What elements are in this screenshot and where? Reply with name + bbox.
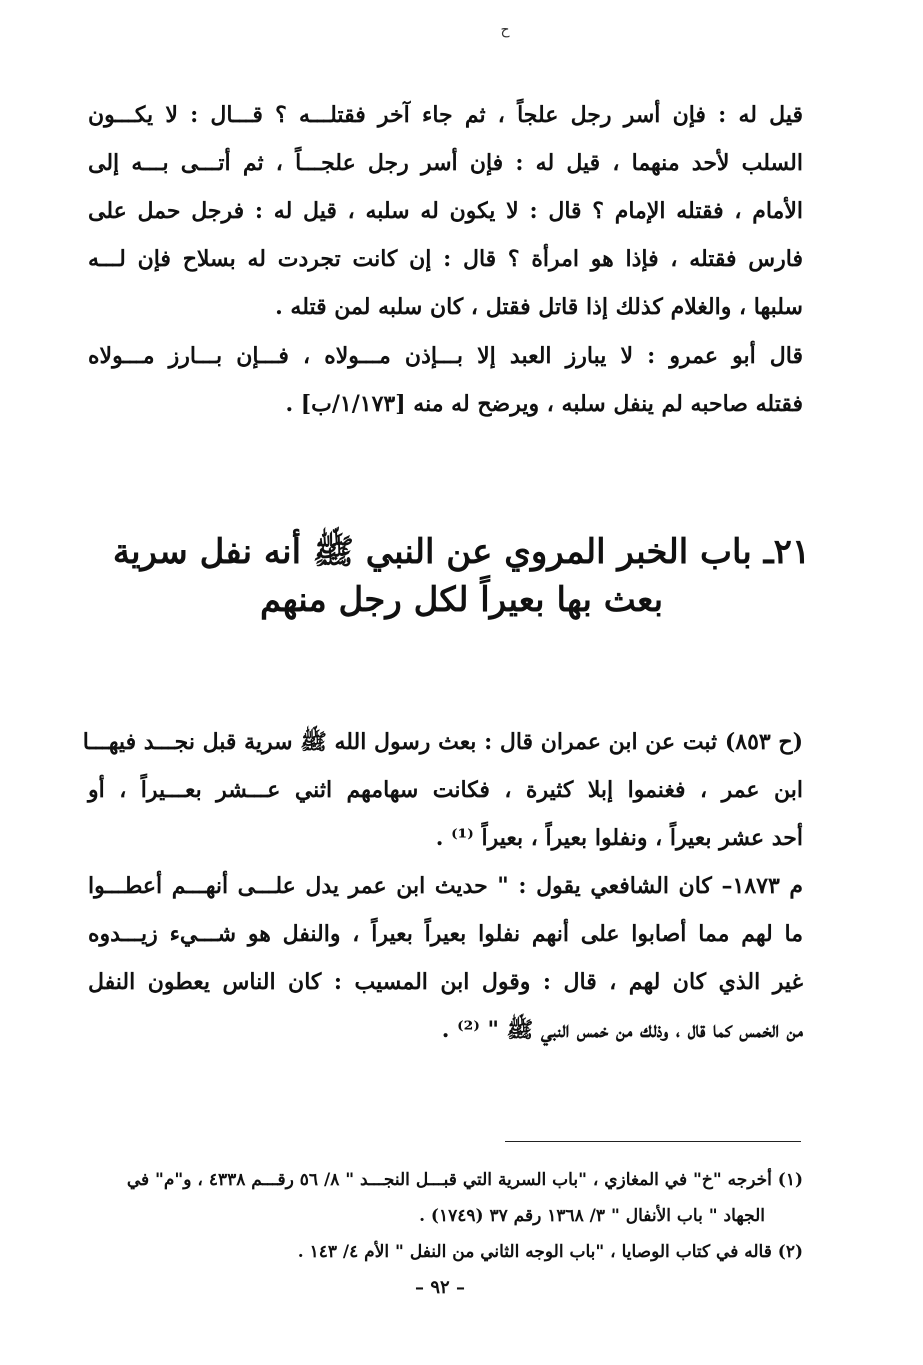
paragraph-line: (ح ٨٥٣) ثبت عن ابن عمران قال : بعث رسول الله ﷺ سرية قبل نجـــد فيهـــا <box>82 729 803 755</box>
footnote-line: (١) أخرجه "خ" في المغازي ، "باب السرية التي قبـــل النجـــد " ٨/ ٥٦ رقـــم ٤٣٣٨ ، و"م" في <box>126 1170 803 1190</box>
paragraph-line: ابن عمر ، فغنموا إبلا كثيرة ، فكانت سهامهم اثني عـــشر بعـــيراً ، أو <box>88 777 803 803</box>
paragraph-line: من الخمس كما قال ، وذلك من خمس النبي ﷺ " ⁽²⁾ . <box>441 1017 803 1043</box>
chapter-heading-line-1: ٢١ـ باب الخبر المروي عن النبي ﷺ أنه نفل سرية <box>112 532 811 572</box>
paragraph-line: م ١٨٧٣– كان الشافعي يقول : " حديث ابن عمر يدل علـــى أنهـــم أعطـــوا <box>88 873 803 899</box>
paragraph-line: غير الذي كان لهم ، قال : وقول ابن المسيب : كان الناس يعطون النفل <box>88 969 803 995</box>
paragraph-line: فارس فقتله ، فإذا هو امرأة ؟ قال : إن كانت تجردت له بسلاح فإن لـــه <box>88 246 803 272</box>
paragraph-line: سلبها ، والغلام كذلك إذا قاتل فقتل ، كان سلبه لمن قتله . <box>275 294 803 320</box>
footnote-separator <box>505 1141 801 1142</box>
chapter-heading <box>0 528 923 624</box>
paragraph-line: قيل له : فإن أسر رجل علجاً ، ثم جاء آخر فقتلـــه ؟ قـــال : لا يكـــون <box>88 102 803 128</box>
paragraph-line: السلب لأحد منهما ، قيل له : فإن أسر رجل علجـــاً ، ثم أتـــى بـــه إلى <box>88 150 803 176</box>
paragraph-line: ما لهم مما أصابوا على أنهم نفلوا بعيراً بعيراً ، والنفل هو شـــيء زيـــدوه <box>88 921 803 947</box>
paragraph-line: أحد عشر بعيراً ، ونفلوا بعيراً ، بعيراً ⁽¹⁾ . <box>435 825 803 851</box>
page-number: – ٩٢ – <box>415 1277 465 1298</box>
paragraph-line: فقتله صاحبه لم ينفل سلبه ، ويرضح له منه [١/١٧٣/ب] . <box>285 391 803 417</box>
paragraph-line: قال أبو عمرو : لا يبارز العبد إلا بـــإذن مـــولاه ، فـــإن بـــارز مـــولاه <box>88 343 803 369</box>
footnotes <box>103 1162 803 1270</box>
top-mark: ح <box>500 22 510 38</box>
chapter-heading-line-2: بعث بها بعيراً لكل رجل منهم <box>259 580 664 620</box>
paragraph-line: الأمام ، فقتله الإمام ؟ قال : لا يكون له سلبه ، قيل له : فرجل حمل على <box>88 198 803 224</box>
footnote-line: (٢) قاله في كتاب الوصايا ، "باب الوجه الثاني من النفل " الأم ٤/ ١٤٣ . <box>297 1242 803 1262</box>
footnote-line: الجهاد " باب الأنفال " ٣/ ١٣٦٨ رقم ٣٧ (١٧٤٩) . <box>419 1206 765 1226</box>
